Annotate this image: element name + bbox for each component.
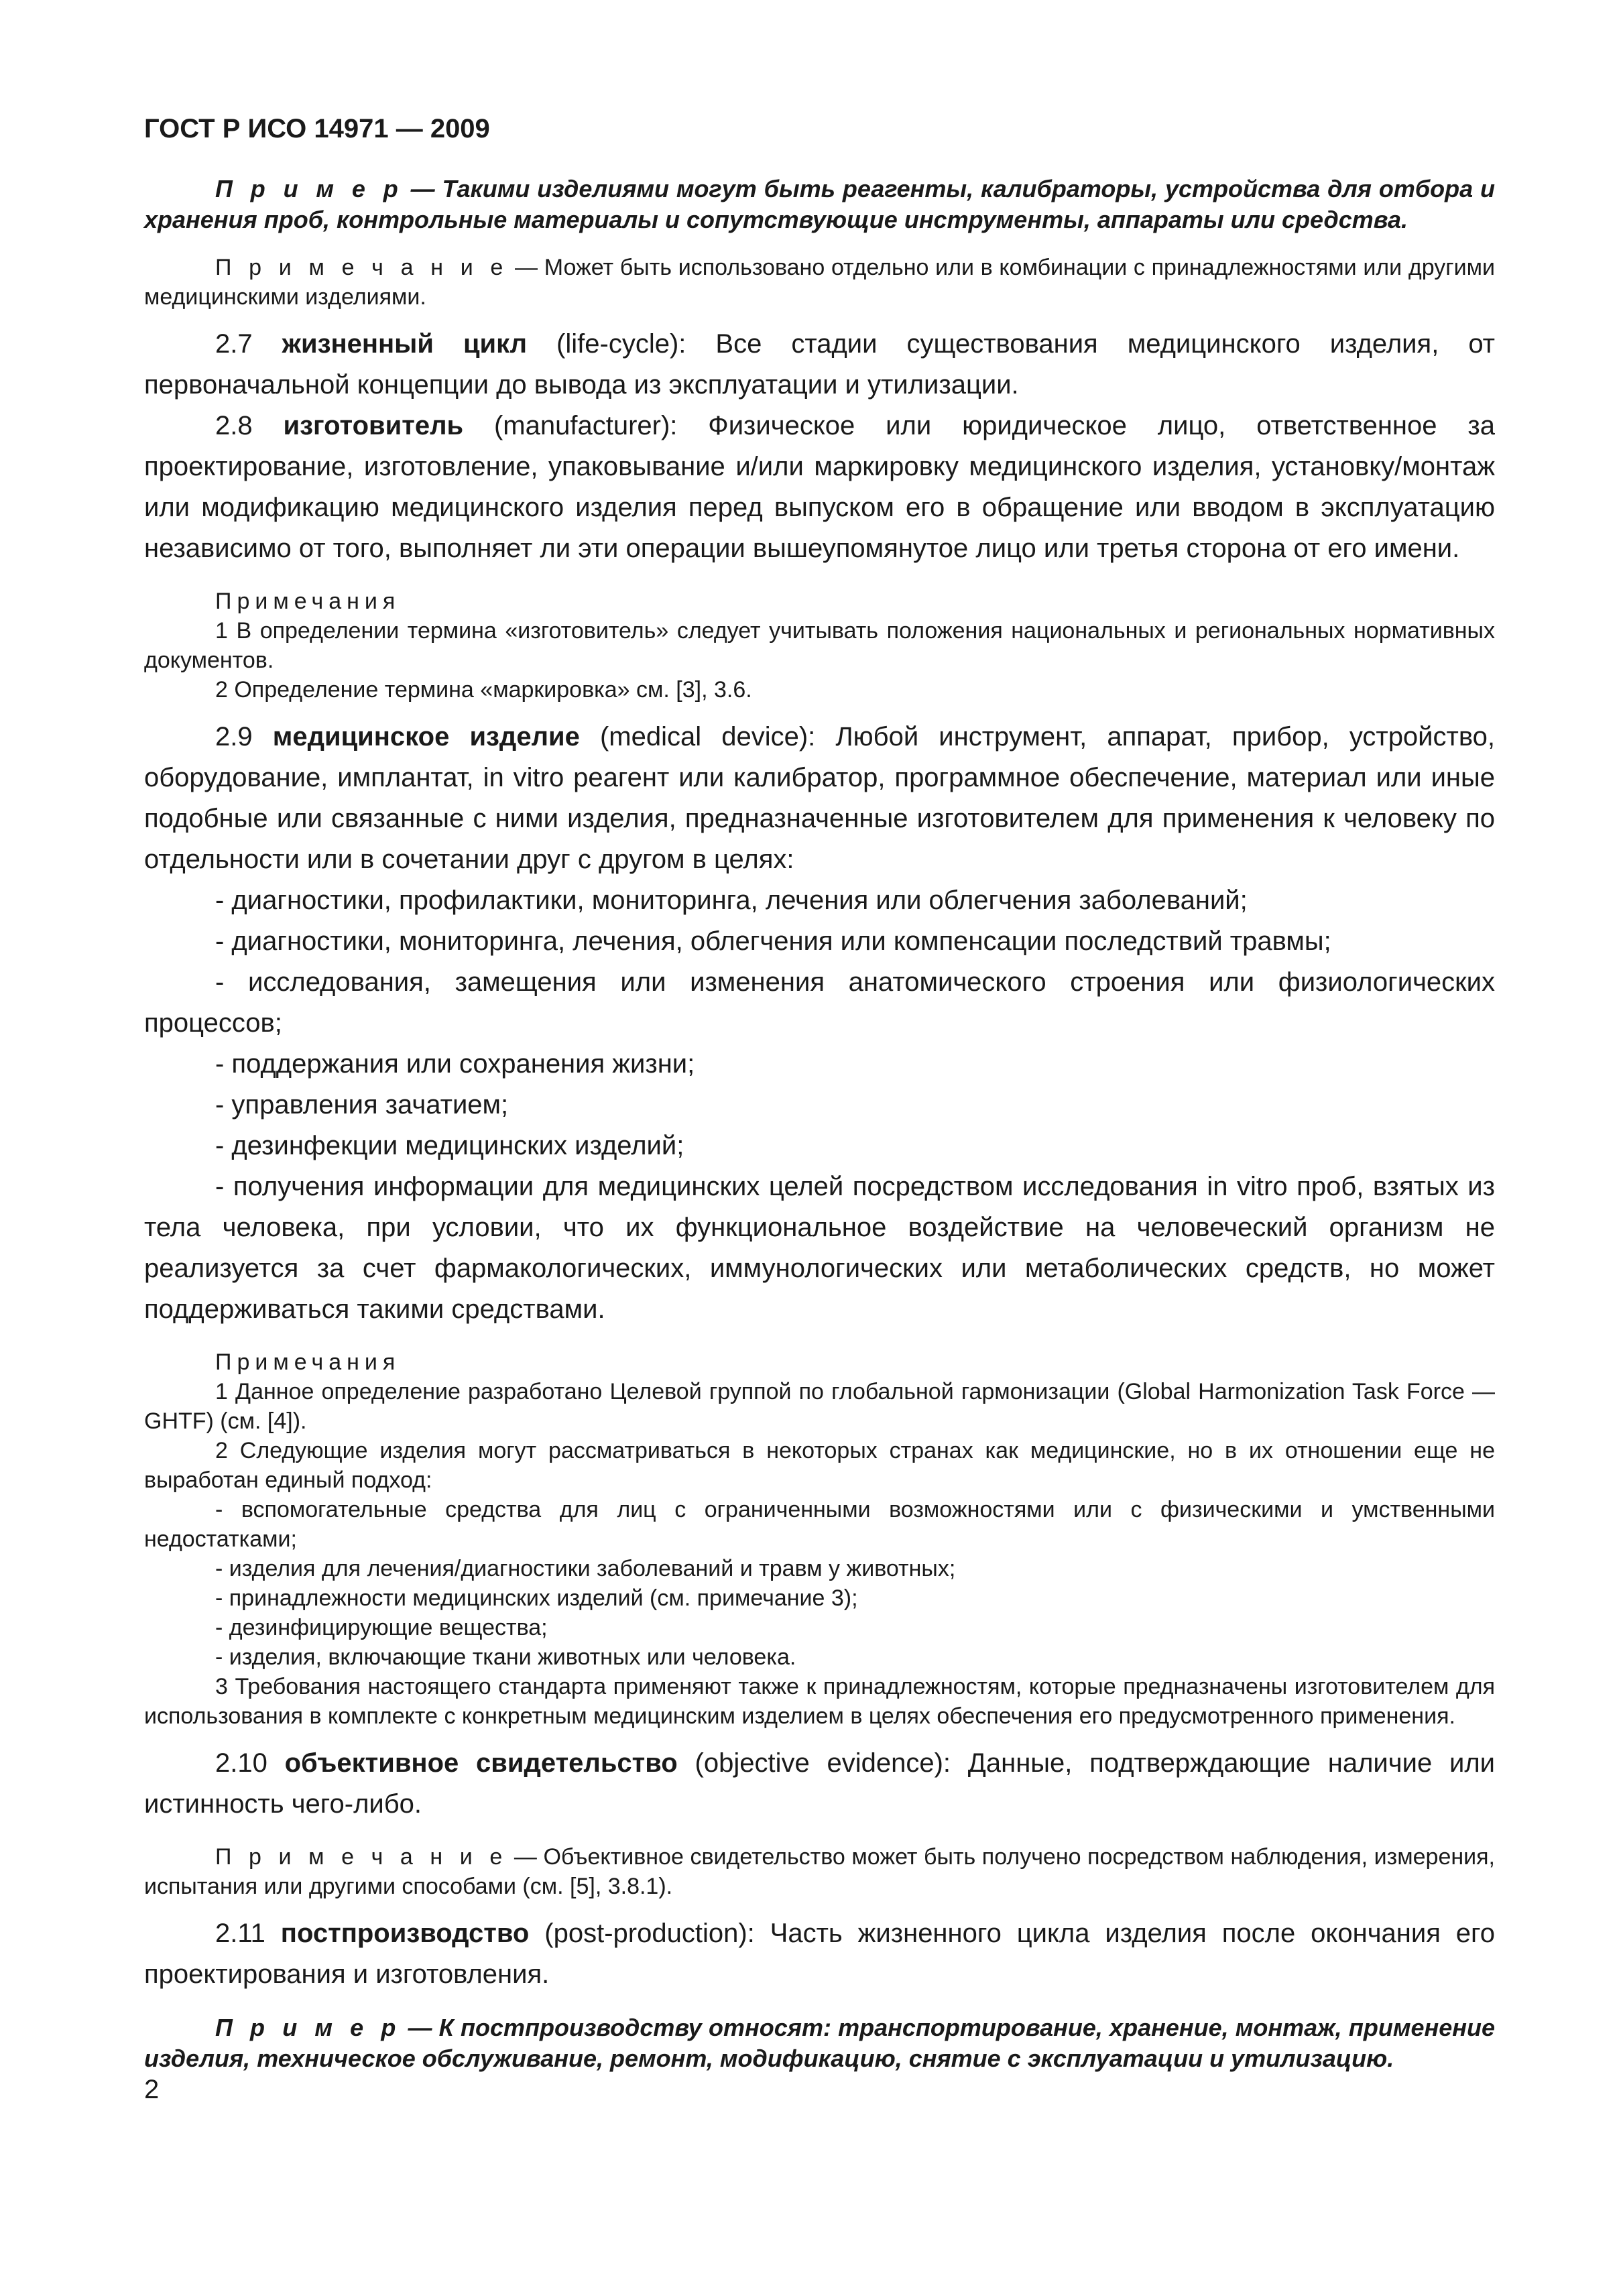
note-label: П р и м е ч а н и е	[215, 255, 509, 280]
purpose-list-item: - поддержания или сохранения жизни;	[215, 1049, 695, 1079]
term-number: 2.9	[215, 722, 273, 751]
definition-2-8	[144, 406, 1495, 569]
notes-heading: Примечания	[215, 589, 401, 614]
note-item: 1 В определении термина «изготовитель» следует учитывать положения национальных и региональных нормативных документов.	[144, 618, 1495, 673]
term-definition: (life-cycle): Все стадии существования медицинского изделия, от первоначальной концепции до вывода из эксплуатации и утилизации.	[144, 329, 1496, 400]
purpose-list-item: - получения информации для медицинских целей посредством исследования in vitro проб, взятых из тела человека, при условии, что их функциональное воздействие на человеческий организм не реализуется за счет фармакологических, иммунологических или метаболических средств, но может поддерживаться такими средствами.	[144, 1172, 1495, 1324]
note-paragraph	[144, 253, 1495, 312]
document-page	[144, 114, 1495, 2074]
definition-2-10	[144, 1743, 1495, 1825]
definition-2-7	[144, 324, 1495, 406]
definition-2-9	[144, 717, 1495, 880]
example-paragraph	[144, 174, 1495, 235]
term-number: 2.10	[215, 1748, 285, 1778]
note-text: — Может быть использовано отдельно или в комбинации с принадлежностями или другими медицинскими изделиями.	[144, 255, 1495, 310]
note-item: - вспомогательные средства для лиц с ограниченными возможностями или с физическими и умственными недостатками;	[144, 1497, 1495, 1552]
purpose-list-item: - дезинфекции медицинских изделий;	[215, 1131, 684, 1160]
note-item: - изделия для лечения/диагностики заболеваний и травм у животных;	[215, 1556, 956, 1581]
note-item: 2 Определение термина «маркировка» см. [3], 3.6.	[215, 677, 752, 703]
note-paragraph	[144, 1842, 1495, 1901]
note-item: - дезинфицирующие вещества;	[215, 1615, 548, 1640]
definition-2-11	[144, 1913, 1495, 1995]
example-label: П р и м е р	[215, 175, 404, 202]
example-text: — Такими изделиями могут быть реагенты, калибраторы, устройства для отбора и хранения проб, контрольные материалы и сопутствующие инструменты, аппараты или средства.	[144, 175, 1495, 233]
note-item: 3 Требования настоящего стандарта применяют также к принадлежностям, которые предназначены изготовителем для использования в комплекте с конкретным медицинским изделием в целях обеспечения его предусмотренного применения.	[144, 1674, 1495, 1729]
note-item: - принадлежности медицинских изделий (см. примечание 3);	[215, 1585, 858, 1611]
page-number: 2	[144, 2075, 160, 2104]
note-item: 2 Следующие изделия могут рассматриваться в некоторых странах как медицинские, но в их отношении еще не выработан единый подход:	[144, 1438, 1495, 1493]
term-definition: (manufacturer): Физическое или юридическое лицо, ответственное за проектирование, изготовление, упаковывание и/или маркировку медицинского изделия, установку/монтаж или модификацию медицинского изделия перед выпуском его в обращение или вводом в эксплуатацию независимо от того, выполняет ли эти операции вышеупомянутое лицо или третья сторона от его имени.	[144, 411, 1495, 563]
example-paragraph	[144, 2012, 1495, 2074]
note-text: — Объективное свидетельство может быть получено посредством наблюдения, измерения, испытания или другими способами (см. [5], 3.8.1).	[144, 1844, 1495, 1899]
note-item: 1 Данное определение разработано Целевой группой по глобальной гармонизации (Global Harmonization Task Force — GHTF) (см. [4]).	[144, 1379, 1495, 1434]
purpose-list-item: - исследования, замещения или изменения анатомического строения или физиологических процессов;	[144, 967, 1495, 1038]
term-number: 2.11	[215, 1919, 281, 1948]
term-name: изготовитель	[283, 411, 464, 440]
term-name: жизненный цикл	[282, 329, 528, 359]
note-item: - изделия, включающие ткани животных или человека.	[215, 1644, 796, 1670]
purpose-list-item: - диагностики, профилактики, мониторинга, лечения или облегчения заболеваний;	[215, 886, 1248, 915]
example-label: П р и м е р	[215, 2014, 402, 2041]
term-definition: (post-production): Часть жизненного цикла изделия после окончания его проектирования и изготовления.	[144, 1919, 1495, 1989]
standard-header: ГОСТ Р ИСО 14971 — 2009	[144, 114, 490, 143]
purpose-list-item: - диагностики, мониторинга, лечения, облегчения или компенсации последствий травмы;	[215, 926, 1331, 956]
term-definition: (objective evidence): Данные, подтверждающие наличие или истинность чего-либо.	[144, 1748, 1495, 1819]
term-name: постпроизводство	[280, 1919, 530, 1948]
term-definition: (medical device): Любой инструмент, аппарат, прибор, устройство, оборудование, имплантат, in vitro реагент или калибратор, программное обеспечение, материал или иные подобные или связанные с ними изделия, предназначенные изготовителем для применения к человеку по отдельности или в сочетании друг с другом в целях:	[144, 722, 1496, 874]
note-label: П р и м е ч а н и е	[215, 1844, 508, 1870]
purpose-list-item: - управления зачатием;	[215, 1090, 509, 1120]
term-number: 2.8	[215, 411, 284, 440]
example-text: — К постпроизводству относят: транспортирование, хранение, монтаж, применение изделия, техническое обслуживание, ремонт, модификацию, снятие с эксплуатации и утилизацию.	[144, 2014, 1495, 2072]
notes-heading: Примечания	[215, 1349, 401, 1375]
term-name: объективное свидетельство	[284, 1748, 678, 1778]
term-number: 2.7	[215, 329, 282, 359]
term-name: медицинское изделие	[272, 722, 580, 751]
